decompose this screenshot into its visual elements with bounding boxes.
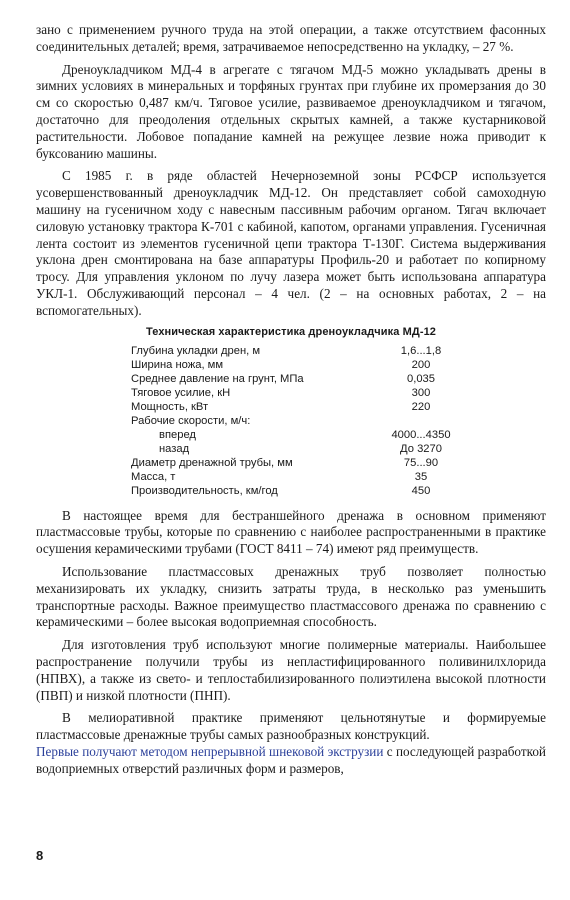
spec-label: Масса, т bbox=[131, 470, 176, 483]
spec-label: Мощность, кВт bbox=[131, 400, 209, 413]
paragraph-pipe-types bbox=[36, 710, 546, 777]
paragraph-advantages: Использование пластмассовых дренажных труб позволяет полностью механизировать их укладку, снизить затраты труда, в несколько раз уменьшить транспортные расходы. Важное преимущество пластмассового дренажа по сравнению с керамическими – более высокая водоприемная способность. bbox=[36, 563, 546, 630]
spec-row bbox=[131, 414, 491, 428]
spec-row bbox=[131, 358, 491, 372]
pipe-types-text: В мелиоративной практике применяют цельнотянутые и формируемые пластмассовые дренажные трубы самых разнообразных конструкций. bbox=[36, 710, 546, 743]
spec-row bbox=[131, 442, 491, 456]
highlighted-text: Первые получают методом непрерывной шнековой экструзии bbox=[36, 743, 384, 759]
paragraph-plastic-pipes: В настоящее время для бестраншейного дренажа в основном применяют пластмассовые трубы, которые по сравнению с наиболее распространенными в практике осушения керамическими трубами (ГОСТ 8411 – 74) имеют ряд преимуществ. bbox=[36, 507, 546, 557]
spec-row bbox=[131, 344, 491, 358]
spec-label: Рабочие скорости, м/ч: bbox=[131, 414, 251, 427]
page-content bbox=[36, 22, 546, 784]
spec-value: 1,6...1,8 bbox=[400, 344, 442, 357]
spec-value: До 3270 bbox=[400, 442, 442, 455]
spec-label: Диаметр дренажной трубы, мм bbox=[131, 456, 293, 469]
spec-value: 75...90 bbox=[403, 456, 439, 469]
spec-table bbox=[131, 344, 491, 498]
paragraph-continuation: зано с применением ручного труда на этой операции, а также отсутствием фасонных соединительных деталей; время, затрачиваемое непосредственно на укладку, – 27 %. bbox=[36, 22, 546, 54]
spec-row bbox=[131, 386, 491, 400]
spec-label: Глубина укладки дрен, м bbox=[131, 344, 261, 357]
spec-label: Тяговое усилие, кН bbox=[131, 386, 231, 399]
spec-value: 4000...4350 bbox=[391, 428, 451, 441]
paragraph-materials: Для изготовления труб используют многие полимерные материалы. Наибольшее распространение получили трубы из непластифицированного поливинилхлорида (НПВХ), а также из свето- и теплостабилизированного полиэтилена высокой плотности (ПВП) и низкой плотности (ПНП). bbox=[36, 637, 546, 703]
spec-row bbox=[131, 456, 491, 470]
spec-value: 300 bbox=[411, 386, 431, 399]
pipe-types-rest: с последующей разработкой водоприемных отверстий различных форм и размеров, bbox=[36, 743, 546, 776]
paragraph-md12: С 1985 г. в ряде областей Нечерноземной зоны РСФСР используется усовершенствованный дреноукладчик МД-12. Он представляет собой самоходную машину на гусеничном ходу с навесным пассивным рабочим органом. Тягач включает силовую установку трактора К-701 с кабиной, капотом, органами управления. Гусеничная лента состоит из элементов гусеничной цепи трактора Т-130Г. Система выдерживания уклона дрен смонтирована на базе аппаратуры Профиль-20 и работает по копирному тросу. Для управления уклоном по лучу лазера может быть использована аппаратура УКЛ-1. Обслуживающий персонал – 4 чел. (2 – на основных работах, 2 – на вспомогательных). bbox=[36, 168, 546, 318]
spec-label: вперед bbox=[159, 428, 196, 441]
spec-row bbox=[131, 470, 491, 484]
spec-value: 0,035 bbox=[407, 372, 435, 385]
spec-label: Ширина ножа, мм bbox=[131, 358, 224, 371]
spec-value: 35 bbox=[414, 470, 428, 483]
page-number: 8 bbox=[36, 848, 44, 863]
spec-value: 450 bbox=[411, 484, 431, 497]
spec-row bbox=[131, 400, 491, 414]
spec-value: 200 bbox=[411, 358, 431, 371]
paragraph-md4: Дреноукладчиком МД-4 в агрегате с тягачом МД-5 можно укладывать дрены в зимних условиях в минеральных и торфяных грунтах при глубине их промерзания до 30 см со скоростью 0,487 км/ч. Тяговое усилие, развиваемое дреноукладчиком и тягачом, достаточно для преодоления отдельных скрытых камней, а также кустарниковой растительности. Лобовое попадание камней на режущее лезвие ножа приводит к буксованию машины. bbox=[36, 61, 546, 161]
spec-row bbox=[131, 428, 491, 442]
spec-label: Производительность, км/год bbox=[131, 484, 278, 497]
spec-table-title: Техническая характеристика дреноукладчика МД-12 bbox=[145, 325, 437, 338]
spec-label: Среднее давление на грунт, МПа bbox=[131, 372, 304, 385]
spec-row bbox=[131, 372, 491, 386]
spec-label: назад bbox=[159, 442, 190, 455]
spec-value: 220 bbox=[411, 400, 431, 413]
spec-row bbox=[131, 484, 491, 498]
spec-value bbox=[371, 414, 471, 428]
